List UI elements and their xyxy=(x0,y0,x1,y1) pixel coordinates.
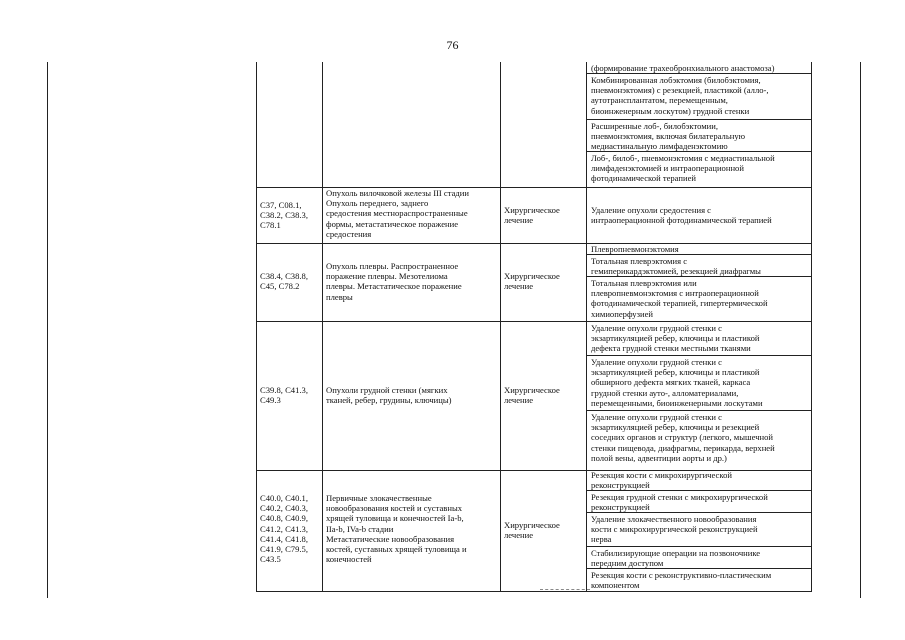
icd-codes-cell: C37, C08.1, C38.2, C38.3, C78.1 xyxy=(260,200,308,231)
diagnosis-cell: Опухоль вилочковой железы III стадии Опухоль переднего, заднего средостения местнораспространенные формы, метастатическое поражение средостения xyxy=(326,188,469,239)
procedure-separator xyxy=(586,546,812,547)
procedure-cell: Резекция грудной стенки с микрохирургической реконструкцией xyxy=(591,492,768,513)
column-divider xyxy=(256,62,257,592)
column-divider xyxy=(322,62,323,592)
column-divider xyxy=(500,62,501,592)
procedure-separator xyxy=(586,410,812,411)
procedure-cell: Удаление опухоли средостения с интраоперационной фотодинамической терапией xyxy=(591,205,772,226)
left-margin-line xyxy=(47,62,48,598)
procedure-cell: Удаление опухоли грудной стенки с экзартикуляцией ребер, ключицы и пластикой обширного дефекта мягких тканей, каркаса грудной стенки ауто-, алломатериалами, перемещенными, биоинженерными лоскутами xyxy=(591,357,763,408)
row-separator xyxy=(256,321,812,322)
treatment-cell: Хирургическое лечение xyxy=(504,385,560,406)
diagnosis-cell: Первичные злокачественные новообразования костей и суставных хрящей туловища и конечностей Ia-b, IIa-b, IVa-b стадии Метастатические новообразования костей, суставных хрящей туловища и конечностей xyxy=(326,493,467,565)
procedure-cell: (формирование трахеобронхиального анастомоза) xyxy=(591,63,775,73)
treatment-cell: Хирургическое лечение xyxy=(504,205,560,226)
icd-codes-cell: C39.8, C41.3, C49.3 xyxy=(260,385,308,406)
page-number: 76 xyxy=(446,38,459,52)
treatment-cell: Хирургическое лечение xyxy=(504,520,560,541)
icd-codes-cell: C38.4, C38.8, C45, C78.2 xyxy=(260,271,308,292)
procedure-separator xyxy=(586,119,812,120)
diagnosis-cell: Опухоли грудной стенки (мягких тканей, ребер, грудины, ключицы) xyxy=(326,385,452,406)
procedure-cell: Тотальная плеврэктомия или плевропневмонэктомия с интраоперационной фотодинамической терапией, гипертермической химиоперфузией xyxy=(591,278,768,319)
procedure-cell: Тотальная плеврэктомия с гемиперикардэктомией, резекцией диафрагмы xyxy=(591,256,761,277)
right-margin-line xyxy=(860,62,861,598)
treatment-cell: Хирургическое лечение xyxy=(504,271,560,292)
bottom-dashed-line xyxy=(540,589,590,591)
procedure-cell: Стабилизирующие операции на позвоночнике передним доступом xyxy=(591,548,761,569)
icd-codes-cell: C40.0, C40.1, C40.2, C40.3, C40.8, C40.9, C41.2, C41.3, C41.4, C41.8, C41.9, C79.5, C43.5 xyxy=(260,493,308,565)
procedure-cell: Резекция кости с микрохирургической реконструкцией xyxy=(591,470,732,491)
procedure-cell: Расширенные лоб-, билобэктомии, пневмонэктомия, включая билатеральную медиастинальную лимфаденэктомию xyxy=(591,121,746,152)
procedure-cell: Удаление опухоли грудной стенки с экзартикуляцией ребер, ключицы и пластикой дефекта грудной стенки местными тканями xyxy=(591,323,760,354)
table-bottom xyxy=(256,591,812,592)
procedure-separator xyxy=(586,355,812,356)
procedure-cell: Лоб-, билоб-, пневмонэктомия с медиастинальной лимфаденэктомией и интраоперационной фотодинамической терапией xyxy=(591,153,775,184)
procedure-cell: Удаление злокачественного новообразования кости с микрохирургической реконструкцией нерва xyxy=(591,514,758,545)
procedure-cell: Плевропневмонэктомия xyxy=(591,244,679,254)
diagnosis-cell: Опухоль плевры. Распространенное поражение плевры. Мезотелиома плевры. Метастатическое поражение плевры xyxy=(326,261,462,302)
procedure-cell: Удаление опухоли грудной стенки с экзартикуляцией ребер, ключицы и резекцией соседних органов и структур (легкого, мышечной стенки пищевода, диафрагмы, перикарда, верхней полой вены, адвентиции аорты и др.) xyxy=(591,412,775,463)
procedure-cell: Комбинированная лобэктомия (билобэктомия, пневмонэктомия) с резекцией, пластикой (алло-, аутотрансплантатом, перемещенным, биоинженерным лоскутом) грудной стенки xyxy=(591,75,769,116)
procedure-cell: Резекция кости с реконструктивно-пластическим компонентом xyxy=(591,570,772,591)
